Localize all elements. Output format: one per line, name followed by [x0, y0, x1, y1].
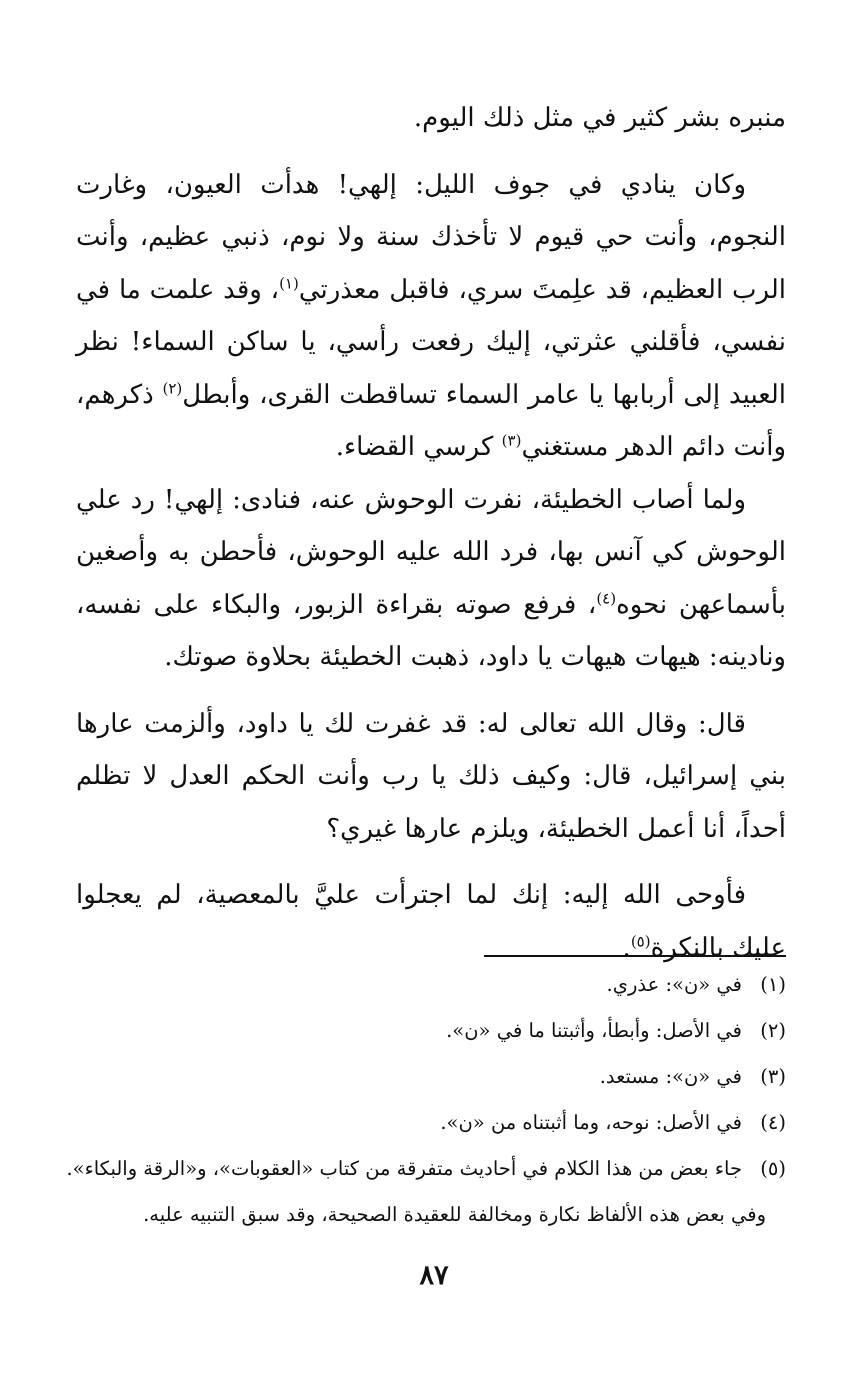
footnote-ref: (٥): [630, 931, 651, 950]
footnote: [76, 1100, 786, 1146]
footnote-number: (٤): [760, 1111, 786, 1134]
paragraph: [76, 159, 786, 474]
paragraph: [76, 92, 786, 145]
footnote-separator: [484, 955, 786, 957]
footnote: [76, 962, 786, 1008]
text-run: ، فرفع صوته بقراءة الزبور، والبكاء على نفسه، ونادينه: هيهات هيهات يا داود، ذهبت الخطيئة بحلاوة صوتك.: [76, 589, 786, 672]
footnotes: [66, 962, 786, 1238]
text-run: منبره بشر كثير في مثل ذلك اليوم.: [413, 103, 786, 133]
footnote: [66, 1146, 786, 1192]
page-number: ٨٧: [419, 1260, 449, 1291]
footnote: [76, 1008, 786, 1054]
text-run: قال: وقال الله تعالى له: قد غفرت لك يا داود، وألزمت عارها بني إسرائيل، قال: وكيف ذلك يا رب وأنت الحكم العدل لا تظلم أحداً، أنا أعمل الخطيئة، ويلزم عارها غيري؟: [76, 708, 786, 844]
footnote-text: في «ن»: عذري.: [606, 973, 742, 996]
text-run: ، وقد علمت ما في نفسي، فأقلني عثرتي، إليك رفعت رأسي، يا ساكن السماء! نظر العبيد إلى أربابها يا عامر السماء تساقطت القرى، وأبطل: [76, 274, 786, 410]
text-run: ولما أصاب الخطيئة، نفرت الوحوش عنه، فنادى: إلهي! رد علي الوحوش كي آنس بها، فرد الله عليه الوحوش، فأحطن به وأصغين بأسماعهن نحوه: [76, 484, 786, 620]
footnote-text: في الأصل: نوحه، وما أثبتناه من «ن».: [440, 1111, 742, 1134]
footnote-ref: (٢): [162, 378, 183, 397]
footnote-ref: (٣): [501, 431, 522, 450]
footnote-text: في الأصل: وأبطأ، وأثبتنا ما في «ن».: [446, 1019, 742, 1042]
text-run: كرسي القضاء.: [335, 432, 502, 462]
text-run: فأوحى الله إليه: إنك لما اجترأت عليَّ بالمعصية، لم يعجلوا عليك بالنكرة: [76, 880, 786, 963]
text-run: .: [622, 932, 631, 963]
footnote-text: في «ن»: مستعد.: [599, 1065, 742, 1088]
paragraph: [76, 698, 786, 856]
footnote-ref: (٤): [596, 588, 617, 607]
footnote-number: (٣): [760, 1065, 786, 1088]
paragraph: [76, 869, 786, 974]
footnote: [76, 1054, 786, 1100]
text-run: وكان ينادي في جوف الليل: إلهي! هدأت العيون، وغارت النجوم، وأنت حي قيوم لا تأخذك سنة ولا نوم، ذنبي عظيم، وأنت الرب العظيم، قد علِمتَ سري، فاقبل معذرتي: [76, 169, 786, 305]
footnote-number: (٢): [760, 1019, 786, 1042]
footnote-text: جاء بعض من هذا الكلام في أحاديث متفرقة من كتاب «العقوبات»، و«الرقة والبكاء».: [66, 1157, 742, 1180]
footnote-continuation: وفي بعض هذه الألفاظ نكارة ومخالفة للعقيدة الصحيحة، وقد سبق التنبيه عليه.: [143, 1203, 766, 1226]
footnote-number: (٥): [760, 1157, 786, 1180]
footnote-ref: (١): [279, 273, 299, 292]
paragraph: [76, 474, 786, 684]
footnote-number: (١): [760, 973, 786, 996]
main-text: [76, 92, 786, 974]
text-run: ذكرهم، وأنت دائم الدهر مستغني: [76, 379, 786, 462]
